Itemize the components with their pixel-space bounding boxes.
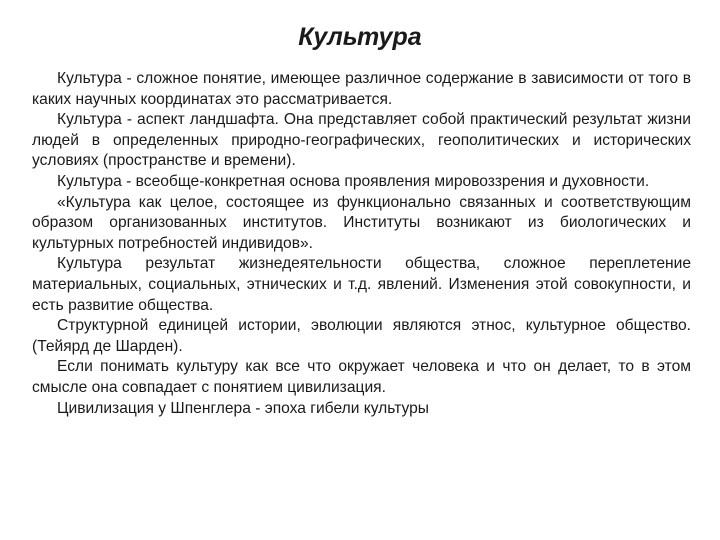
paragraph: «Культура как целое, состоящее из функционально связанных и соответствующим образом организованных институтов. Институты возникают из биологических и культурных потребностей индивидов». <box>32 193 691 252</box>
paragraph: Культура - всеобще-конкретная основа проявления мировоззрения и духовности. <box>57 172 650 190</box>
paragraph: Цивилизация у Шпенглера - эпоха гибели культуры <box>57 399 430 417</box>
slide-body <box>32 69 691 419</box>
paragraph: Если понимать культуру как все что окружает человека и что он делает, то в этом смысле она совпадает с понятием цивилизация. <box>32 358 691 396</box>
slide-title: Культура <box>298 23 422 51</box>
paragraph: Культура результат жизнедеятельности общества, сложное переплетение материальных, социальных, этнических и т.д. явлений. Изменения этой совокупности, и есть развитие общества. <box>32 255 691 314</box>
paragraph: Культура - аспект ландшафта. Она представляет собой практический результат жизни людей в определенных природно-географических, геополитических и исторических условиях (пространстве и времени). <box>32 111 691 170</box>
paragraph: Структурной единицей истории, эволюции являются этнос, культурное общество. (Тейярд де Шарден). <box>32 317 691 355</box>
paragraph: Культура - сложное понятие, имеющее различное содержание в зависимости от того в каких научных координатах это рассматривается. <box>32 70 691 108</box>
